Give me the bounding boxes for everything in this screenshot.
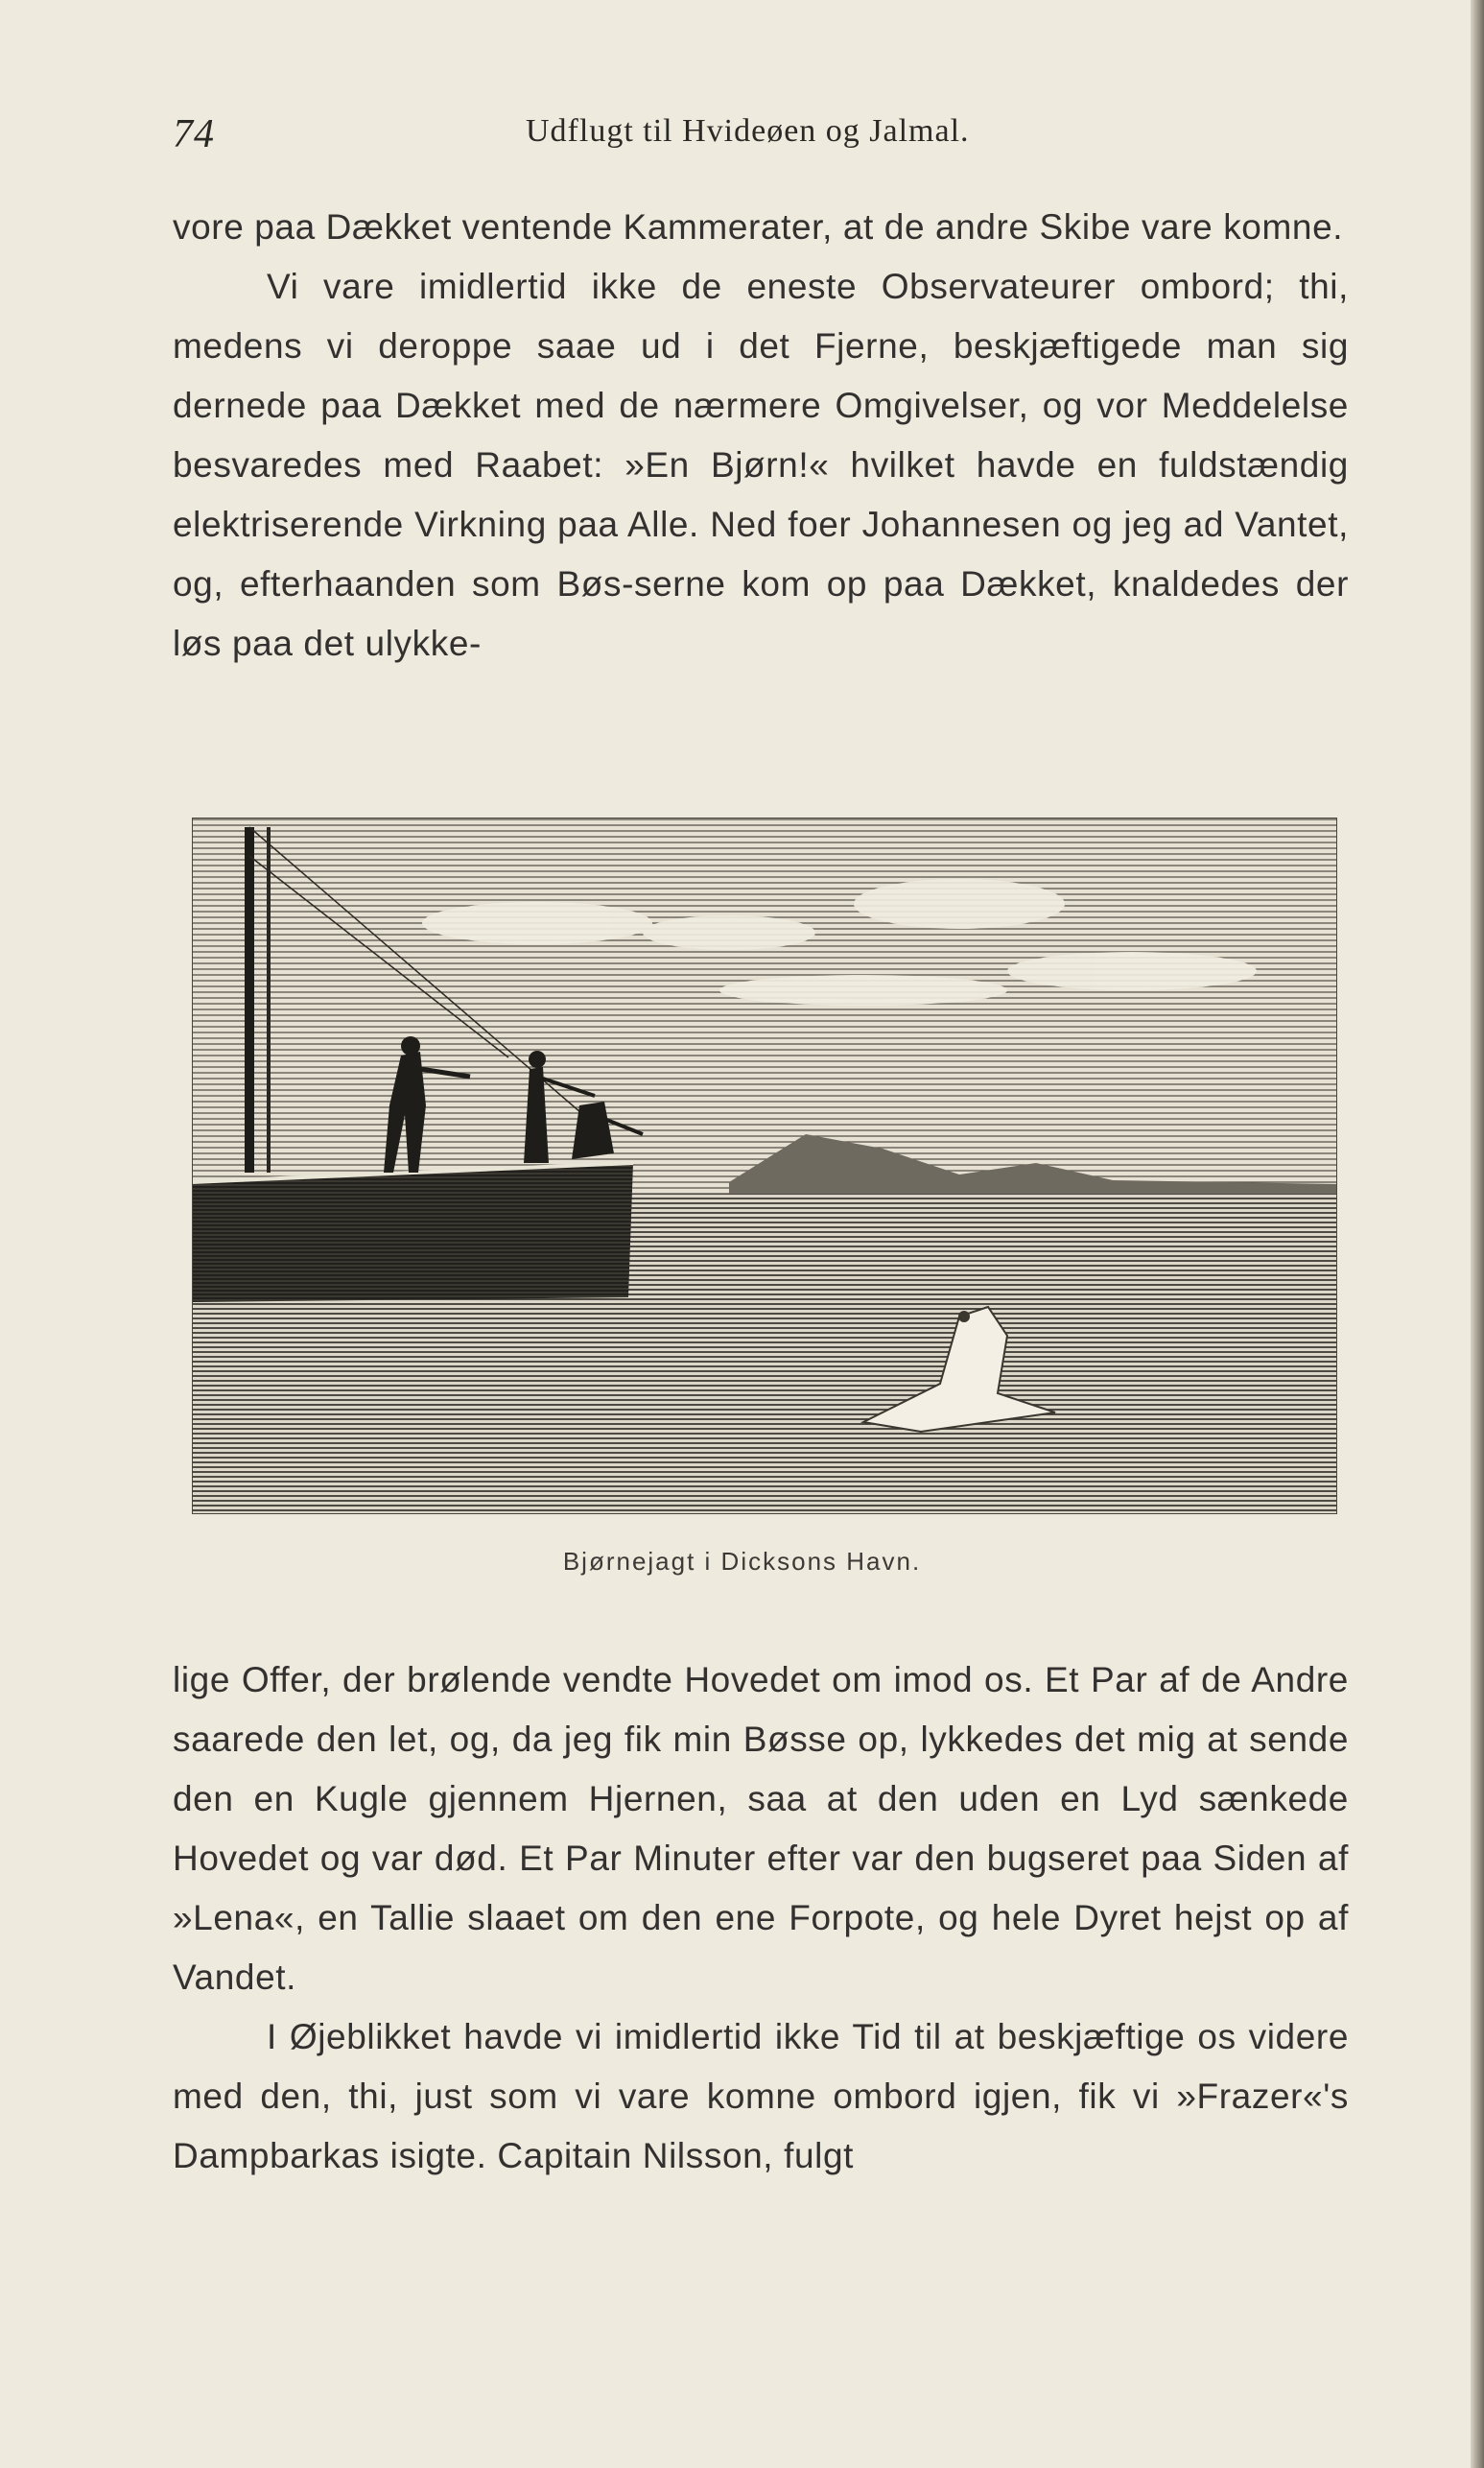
paragraph: I Øjeblikket havde vi imidlertid ikke Tid til at beskjæftige os videre med den, thi, just som vi vare komne ombord igjen, fik vi »Frazer«'s Dampbarkas isigte. Capitain Nilsson, fulgt [173,2017,1349,2175]
paragraph: vore paa Dækket ventende Kammerater, at de andre Skibe vare komne. [173,207,1344,247]
page-number: 74 [173,112,215,156]
engraving-illustration [192,818,1337,1514]
page-header [0,107,1484,165]
paragraph: Vi vare imidlertid ikke de eneste Observateurer ombord; thi, medens vi deroppe saae ud i det Fjerne, beskjæftigede man sig dernede paa Dækket med de nærmere Omgivelser, og vor Meddelelse besvaredes med Raabet: »En Bjørn!« hvilket havde en fuldstændig elektriserende Virkning paa Alle. Ned foer Johannesen og jeg ad Vantet, og, efterhaanden som Bøs-serne kom op paa Dækket, knaldedes der løs paa det ulykke- [173,267,1349,663]
body-text-top [173,198,1349,674]
body-text-bottom [173,1650,1349,2186]
running-title: Udflugt til Hvideøen og Jalmal. [526,113,970,149]
paragraph: lige Offer, der brølende vendte Hovedet om imod os. Et Par af de Andre saarede den let, og, da jeg fik min Bøsse op, lykkedes det mig at sende den en Kugle gjennem Hjernen, saa at den uden en Lyd sænkede Hovedet og var død. Et Par Minuter efter var den bugseret paa Siden af »Lena«, en Tallie slaaet om den ene Forpote, og hele Dyret hejst op af Vandet. [173,1660,1349,1997]
page-edge-shadow [1471,0,1484,2468]
figure-caption: Bjørnejagt i Dicksons Havn. [562,1547,922,1576]
